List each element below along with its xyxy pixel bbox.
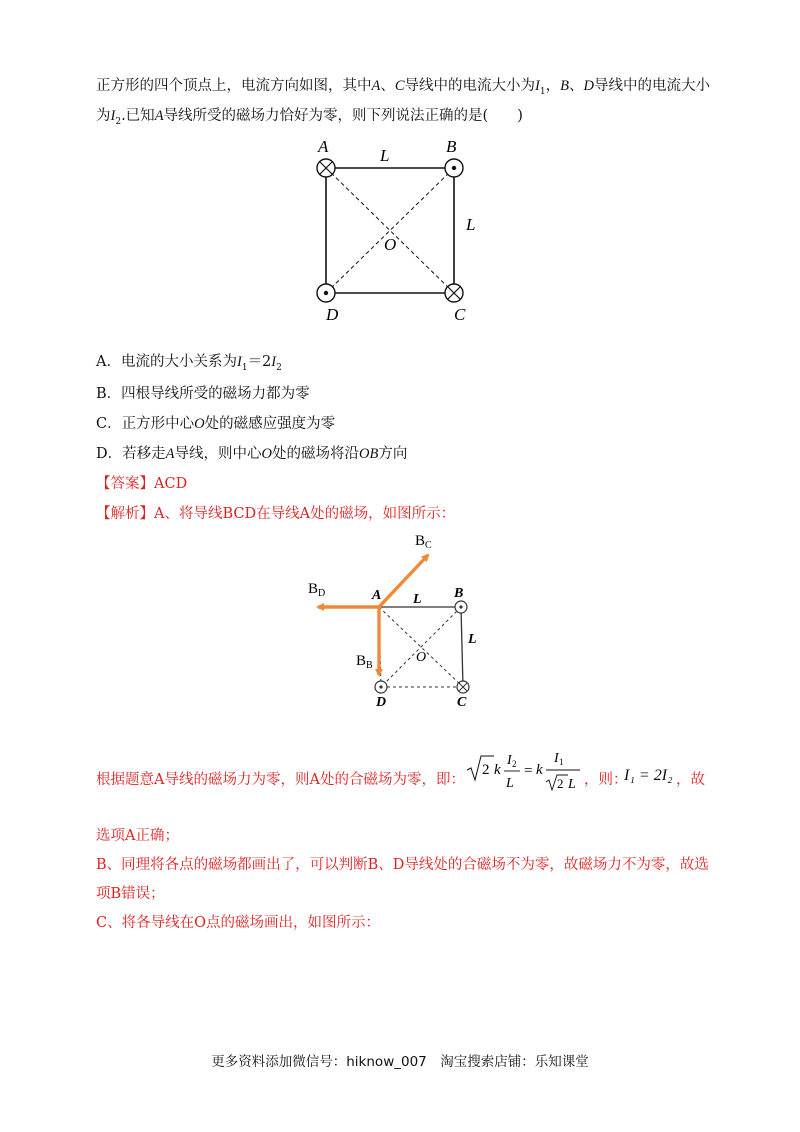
question-text: .已知	[121, 108, 155, 124]
var-a: A	[165, 446, 175, 462]
svg-text:2: 2	[557, 776, 564, 791]
analysis-text: 选项A正确；	[96, 828, 179, 844]
answer-tag: 【答案】	[96, 476, 154, 492]
diagonal-bd	[326, 168, 454, 293]
formula-tail	[676, 770, 705, 790]
analysis-text: 项B错误；	[96, 886, 165, 902]
side-bc	[461, 607, 463, 687]
var-c: C	[394, 78, 405, 94]
label-a: A	[372, 588, 382, 603]
svg-text:L: L	[506, 776, 514, 791]
var-d: D	[583, 78, 594, 94]
option-d-text: 方向	[378, 446, 408, 462]
option-b	[96, 384, 310, 404]
label-l-top: L	[380, 146, 390, 165]
wire-c-cross-icon	[457, 681, 469, 693]
label-c: C	[454, 305, 466, 324]
option-d-text: D．若移走	[96, 446, 166, 462]
question-text: 导线所受的磁场力恰好为零，则下列说法正确的是( )	[163, 108, 523, 124]
option-d	[96, 444, 407, 464]
wire-d-dot-icon	[317, 284, 335, 302]
formula-result: I₁ = 2I₂	[624, 767, 673, 784]
option-a-text: A．电流的大小关系为	[96, 354, 237, 370]
analysis-text: ，则：	[584, 772, 628, 788]
answer-value: ACD	[154, 476, 188, 492]
wire-b-dot-icon	[455, 601, 467, 613]
var-ob: OB	[358, 446, 379, 462]
separator: 、	[568, 78, 584, 94]
diagonal-bd	[381, 607, 461, 687]
var-a: A	[371, 78, 381, 94]
analysis-text: A、将导线BCD在导线A处的磁场，如图所示：	[154, 506, 456, 522]
label-d: D	[326, 305, 339, 324]
label-b: B	[446, 138, 457, 156]
analysis-text: 根据题意A导线的磁场力为零，则A处的合磁场为零，即：	[96, 772, 465, 788]
question-text: 导线中的电流大小	[593, 78, 710, 94]
wire-b-dot-icon	[445, 159, 463, 177]
option-a	[96, 352, 282, 378]
subscript: 2	[115, 116, 122, 127]
separator: 、	[380, 78, 395, 94]
analysis-line-c	[96, 913, 380, 933]
label-bb: $B_B$	[356, 653, 373, 671]
answer-line	[96, 474, 187, 494]
analysis-line-b2	[96, 884, 165, 904]
separator: ，	[545, 78, 561, 94]
svg-text:L: L	[568, 777, 576, 792]
question-text: 为	[96, 108, 111, 124]
analysis-line-b1	[96, 855, 709, 875]
svg-text:1: 1	[559, 757, 564, 767]
label-l-top: L	[413, 592, 422, 607]
subscript: 1	[539, 86, 546, 97]
svg-text:2: 2	[482, 762, 490, 778]
question-line-2	[96, 106, 523, 132]
var-i2: I	[110, 108, 116, 124]
analysis-text: C、将各导线在O点的磁场画出，如图所示：	[96, 915, 380, 931]
option-c-text: 处的磁感应强度为零	[204, 416, 336, 432]
var-o: O	[261, 446, 272, 462]
field-vector-diagram	[300, 525, 500, 715]
label-o: O	[416, 650, 427, 665]
label-l-right: L	[466, 215, 476, 234]
var-i1: I	[236, 354, 242, 370]
option-c	[96, 414, 335, 434]
var-o: O	[194, 416, 205, 432]
label-d: D	[376, 695, 387, 710]
option-d-text: 处的磁场将沿	[271, 446, 359, 462]
label-o: O	[384, 235, 397, 254]
label-bc: $B_C$	[415, 533, 432, 551]
svg-text:I: I	[507, 753, 512, 768]
label-a: A	[318, 138, 329, 156]
equals: ＝2	[247, 354, 272, 370]
subscript: 1	[241, 362, 248, 373]
question-text: 导线中的电流大小为	[404, 78, 536, 94]
square-wire-diagram	[300, 138, 500, 328]
var-b: B	[560, 78, 569, 94]
label-bd: $B_D$	[308, 581, 326, 599]
question-text: 正方形的四个顶点上，电流方向如图，其中	[96, 78, 372, 94]
var-a: A	[154, 108, 164, 124]
var-i1: I	[535, 78, 540, 94]
svg-text:k: k	[536, 762, 543, 778]
page-footer: 更多资料添加微信号：hiknow_007 淘宝搜索店铺：乐知课堂	[211, 1054, 589, 1070]
svg-text:I: I	[554, 751, 559, 766]
option-c-text: C．正方形中心	[96, 416, 195, 432]
question-line-1	[96, 76, 710, 102]
svg-text:k: k	[494, 762, 501, 778]
wire-d-dot-icon	[375, 681, 387, 693]
analysis-text: ，故	[676, 772, 705, 788]
wire-a-cross-icon	[317, 159, 335, 177]
diagonal-ac	[326, 168, 454, 293]
formula-then	[584, 770, 628, 790]
label-l-right: L	[468, 632, 477, 647]
label-b: B	[454, 586, 464, 601]
svg-text:=: =	[524, 763, 533, 779]
option-d-text: 导线，则中心	[174, 446, 262, 462]
analysis-text: B、同理将各点的磁场都画出了，可以判断B、D导线处的合磁场不为零，故磁场力不为零，故选	[96, 857, 709, 873]
analysis-tag: 【解析】	[96, 506, 154, 522]
option-b-text: B．四根导线所受的磁场力都为零	[96, 386, 310, 402]
svg-text:2: 2	[512, 759, 517, 769]
analysis-intro	[96, 504, 455, 524]
subscript: 2	[276, 362, 282, 373]
formula-equation	[464, 742, 582, 798]
label-c: C	[457, 695, 467, 710]
var-i2: I	[271, 354, 277, 370]
formula-line-text	[96, 770, 465, 790]
wire-c-cross-icon	[445, 284, 463, 302]
analysis-line-a-end	[96, 826, 179, 846]
